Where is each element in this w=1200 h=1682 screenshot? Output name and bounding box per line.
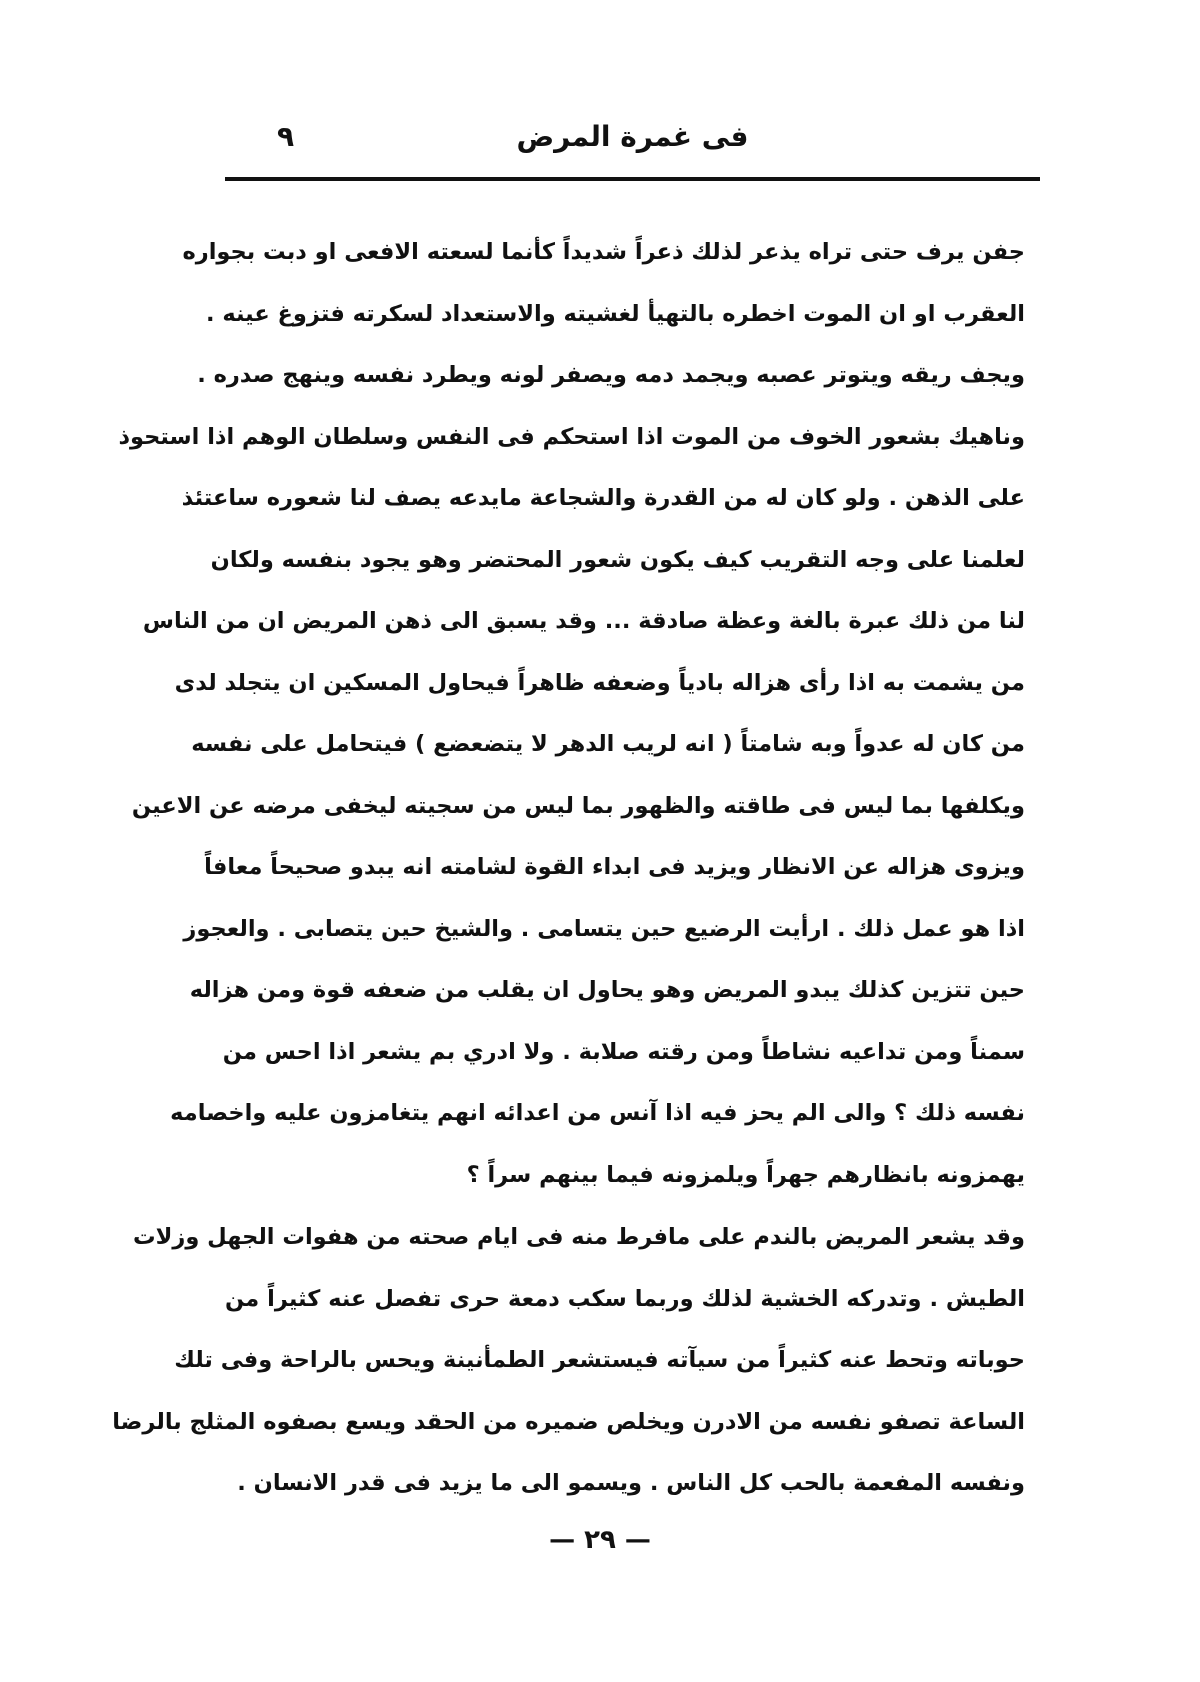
text-line: وقد يشعر المريض بالندم على مافرط منه فى ايام صحته من هفوات الجهل وزلات — [133, 1224, 1025, 1250]
text-line: ويزوى هزاله عن الانظار ويزيد فى ابداء القوة لشامته انه يبدو صحيحاً معافاً — [204, 854, 1025, 880]
text-line: الطيش . وتدركه الخشية لذلك وربما سكب دمعة حرى تفصل عنه كثيراً من — [225, 1285, 1025, 1312]
text-line: ونفسه المفعمة بالحب كل الناس . ويسمو الى ما يزيد فى قدر الانسان . — [237, 1470, 1025, 1496]
text-line: نفسه ذلك ؟ والى الم يحز فيه اذا آنس من اعدائه انهم يتغامزون عليه واخصامه — [170, 1100, 1025, 1126]
paragraph-1 — [118, 222, 1025, 1206]
text-line: ويجف ريقه ويتوتر عصبه ويجمد دمه ويصفر لونه ويطرد نفسه وينهج صدره . — [197, 362, 1025, 388]
text-line: لنا من ذلك عبرة بالغة وعظة صادقة ... وقد يسبق الى ذهن المريض ان من الناس — [142, 608, 1025, 634]
text-line: الساعة تصفو نفسه من الادرن ويخلص ضميره من الحقد ويسع بصفوه المثلج بالرضا — [112, 1408, 1025, 1435]
running-head — [225, 115, 1040, 165]
text-line: حين تتزين كذلك يبدو المريض وهو يحاول ان يقلب من ضعفه قوة ومن هزاله — [189, 977, 1025, 1003]
page-folio: — ٢٩ — — [549, 1525, 651, 1555]
text-line: حوباته وتحط عنه كثيراً من سيآته فيستشعر الطمأنينة ويحس بالراحة وفى تلك — [174, 1347, 1025, 1373]
text-line: لعلمنا على وجه التقريب كيف يكون شعور المحتضر وهو يجود بنفسه ولكان — [210, 546, 1025, 573]
text-line: من كان له عدواً وبه شامتاً ( انه لريب الدهر لا يتضعضع ) فيتحامل على نفسه — [191, 731, 1025, 757]
text-line: العقرب او ان الموت اخطره بالتهيأ لغشيته والاستعداد لسكرته فتزوغ عينه . — [205, 300, 1025, 327]
header-rule — [225, 177, 1040, 181]
running-head-title: فى غمرة المرض — [516, 120, 749, 153]
text-line: يهمزونه بانظارهم جهراً ويلمزونه فيما بينهم سراً ؟ — [466, 1161, 1025, 1188]
text-line: اذا هو عمل ذلك . ارأيت الرضيع حين يتسامى . والشيخ حين يتصابى . والعجوز — [183, 915, 1025, 942]
text-line: وناهيك بشعور الخوف من الموت اذا استحكم فى النفس وسلطان الوهم اذا استحوذ — [118, 423, 1025, 450]
paragraph-2 — [112, 1207, 1025, 1515]
text-line: سمناً ومن تداعيه نشاطاً ومن رقته صلابة . ولا ادري بم يشعر اذا احس من — [222, 1038, 1025, 1065]
text-line: على الذهن . ولو كان له من القدرة والشجاعة مايدعه يصف لنا شعوره ساعتئذ — [181, 485, 1025, 511]
text-line: جفن يرف حتى تراه يذعر لذلك ذعراً شديداً كأنما لسعته الافعى او دبت بجواره — [182, 239, 1025, 265]
text-line: من يشمت به اذا رأى هزاله بادياً وضعفه ظاهراً فيحاول المسكين ان يتجلد لدى — [174, 669, 1025, 696]
text-line: ويكلفها بما ليس فى طاقته والظهور بما ليس من سجيته ليخفى مرضه عن الاعين — [131, 792, 1025, 819]
running-head-page-number: ٩ — [277, 120, 295, 153]
